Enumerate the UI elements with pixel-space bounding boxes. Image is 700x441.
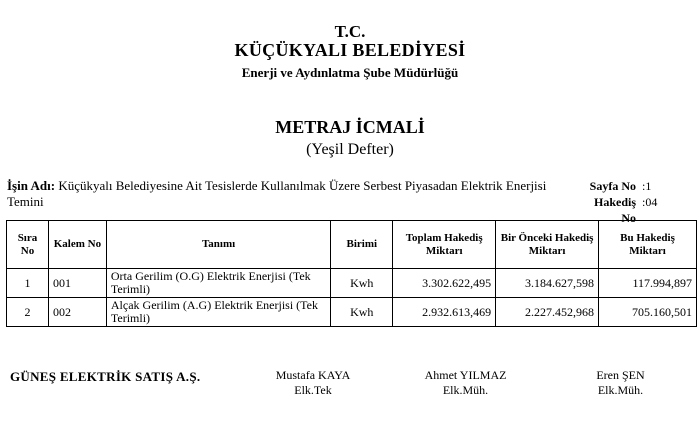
document-meta bbox=[578, 178, 657, 226]
cell-toplam: 2.932.613,469 bbox=[393, 298, 496, 327]
table-header-row bbox=[7, 221, 697, 269]
page-number-label: Sayfa No bbox=[589, 179, 636, 193]
col-header-tanim: Tanımı bbox=[106, 221, 330, 269]
header-tc: T.C. bbox=[334, 22, 366, 41]
signer-name: Ahmet YILMAZ bbox=[424, 368, 507, 382]
col-header-kalem: Kalem No bbox=[48, 221, 106, 269]
hakedis-number-value: :04 bbox=[642, 195, 658, 209]
work-name-text: Küçükyalı Belediyesine Ait Tesislerde Kullanılmak Üzere Serbest Piyasadan Elektrik Enerjisi Temini bbox=[7, 178, 547, 209]
signer-name: Mustafa KAYA bbox=[275, 368, 351, 382]
signer-title: Elk.Müh. bbox=[597, 383, 644, 397]
cell-onceki: 3.184.627,598 bbox=[496, 269, 599, 298]
document-title: METRAJ İCMALİ bbox=[275, 117, 425, 137]
hakedis-number-label: Hakediş No bbox=[593, 195, 636, 225]
table-row bbox=[7, 269, 697, 298]
cell-onceki: 2.227.452,968 bbox=[496, 298, 599, 327]
signer-name: Eren ŞEN bbox=[596, 368, 645, 382]
cell-bu: 705.160,501 bbox=[599, 298, 697, 327]
signature-block bbox=[258, 368, 368, 398]
cell-kalem: 001 bbox=[48, 269, 106, 298]
signer-title: Elk.Tek bbox=[294, 383, 332, 397]
header-municipality: KÜÇÜKYALI BELEDİYESİ bbox=[234, 40, 466, 60]
cell-tanim: Orta Gerilim (O.G) Elektrik Enerjisi (Tek Terimli) bbox=[106, 269, 330, 298]
cell-sira: 2 bbox=[7, 298, 49, 327]
col-header-bu: Bu Hakediş Miktarı bbox=[599, 221, 697, 269]
signature-block bbox=[578, 368, 663, 398]
cell-birim: Kwh bbox=[331, 269, 393, 298]
cell-sira: 1 bbox=[7, 269, 49, 298]
work-name-label: İşin Adı: bbox=[7, 178, 56, 193]
col-header-sira: Sıra No bbox=[7, 221, 49, 269]
header-department: Enerji ve Aydınlatma Şube Müdürlüğü bbox=[241, 65, 459, 80]
cell-kalem: 002 bbox=[48, 298, 106, 327]
company-name: GÜNEŞ ELEKTRİK SATIŞ A.Ş. bbox=[10, 369, 201, 384]
signer-title: Elk.Müh. bbox=[442, 383, 489, 397]
signature-block bbox=[408, 368, 523, 398]
work-name bbox=[7, 178, 547, 210]
col-header-birim: Birimi bbox=[331, 221, 393, 269]
metraj-table bbox=[6, 220, 697, 327]
document-subtitle: (Yeşil Defter) bbox=[306, 141, 394, 158]
cell-bu: 117.994,897 bbox=[599, 269, 697, 298]
cell-toplam: 3.302.622,495 bbox=[393, 269, 496, 298]
col-header-onceki: Bir Önceki Hakediş Miktarı bbox=[496, 221, 599, 269]
cell-tanim: Alçak Gerilim (A.G) Elektrik Enerjisi (Tek Terimli) bbox=[106, 298, 330, 327]
table-row bbox=[7, 298, 697, 327]
cell-birim: Kwh bbox=[331, 298, 393, 327]
col-header-toplam: Toplam Hakediş Miktarı bbox=[393, 221, 496, 269]
page-number-value: :1 bbox=[642, 179, 652, 193]
